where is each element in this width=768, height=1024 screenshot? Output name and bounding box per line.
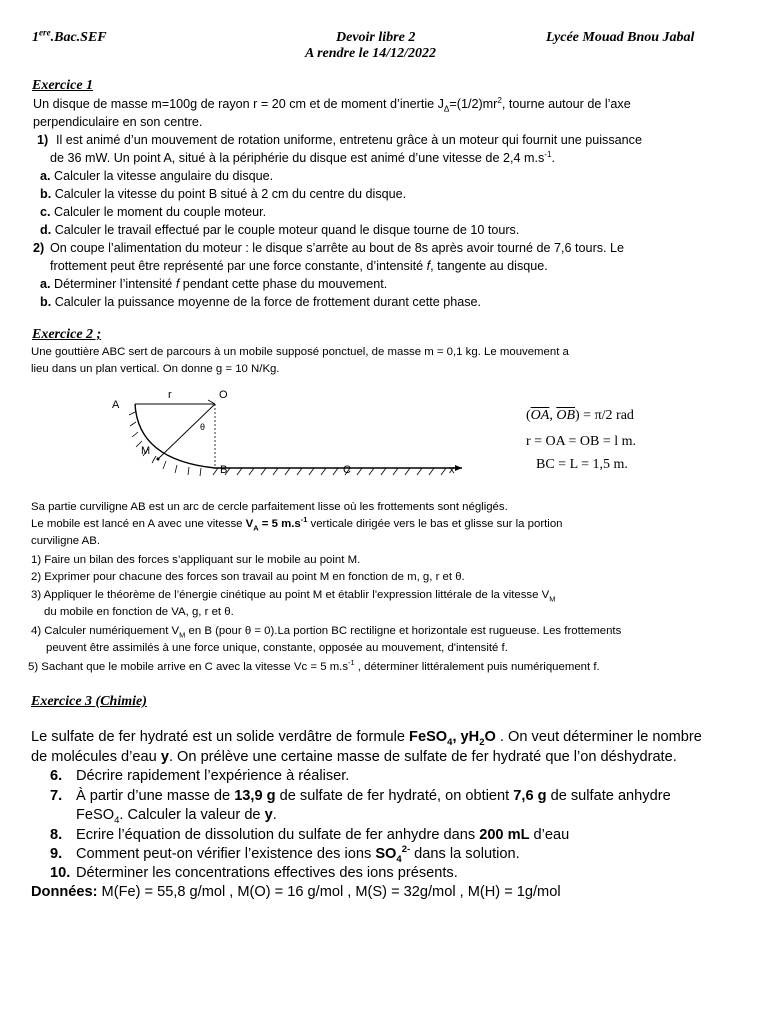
ex1-q1-line1: Il est animé d’un mouvement de rotation uniforme, entretenu grâce à un moteur qui fournit une puissance [56, 133, 642, 147]
ex3-q10: Déterminer les concentrations effectives des ions présents. [76, 865, 458, 881]
ex2-q5: 5) Sachant que le mobile arrive en C avec la vitesse Vc = 5 $m.s^{-1}$ , déterminer littéralement puis numériquement f. [28, 658, 600, 673]
arc-ab [135, 404, 215, 468]
ex1-q2-number: 2) [33, 241, 45, 255]
ex2-q4-line1: 4) Calculer numériquement $V_M$ en B (pour θ = 0).La portion BC rectiligne et horizontale est rugueuse. Les frottements [31, 625, 622, 640]
ex2-intro-line2: lieu dans un plan vertical. On donne g = 10 N/Kg. [31, 363, 280, 375]
ex1-intro-line2: perpendiculaire en son centre. [33, 115, 203, 129]
label-m: M [141, 445, 151, 457]
exercise-2-title: Exercice 2 ; [32, 327, 102, 342]
due-date: A rendre le 14/12/2022 [305, 46, 437, 61]
x-axis-arrow [455, 465, 462, 471]
radius-line-om [158, 404, 215, 459]
ex1-item-b: b. Calculer la vitesse du point B situé à 2 cm du centre du disque. [40, 187, 407, 201]
length-equation: BC = L = 1,5 m. [536, 457, 628, 472]
ex2-intro-line1: Une gouttière ABC sert de parcours à un mobile supposé ponctuel, de masse m = 0,1 kg. Le mouvement a [31, 346, 569, 358]
ex2-q1: 1) Faire un bilan des forces s’appliquant sur le mobile au point M. [31, 554, 361, 566]
label-b: B [220, 464, 228, 476]
ex1-q2-line2: frottement peut être représenté par une force constante, d’intensité f, tangente au disque. [50, 259, 548, 273]
label-theta: θ [200, 422, 206, 432]
ex3-q7-line1: À partir d’une masse de 13,9 g de sulfate de fer hydraté, on obtient 7,6 g de sulfate anhydre [76, 788, 671, 804]
label-x: x [449, 464, 455, 476]
label-o: O [219, 389, 228, 401]
ex3-q8: Ecrire l’équation de dissolution du sulfate de fer anhydre dans 200 mL d’eau [76, 827, 570, 843]
ex1-item-c: c. Calculer le moment du couple moteur. [40, 205, 267, 219]
ex1-q1-number: 1) [37, 133, 49, 147]
label-c: C [343, 464, 351, 476]
exercise-3-title: Exercice 3 (Chimie) [31, 694, 147, 709]
ex2-para1: Sa partie curviligne AB est un arc de cercle parfaitement lisse où les frottements sont négligés. [31, 501, 508, 513]
ex2-para3: curviligne AB. [31, 535, 101, 547]
ex1-q2-line1: On coupe l’alimentation du moteur : le disque s’arrête au bout de 8s après avoir tourné de 7,6 tours. Le [50, 241, 625, 255]
ex1-q2-item-a: a. Déterminer l’intensité f pendant cette phase du mouvement. [40, 277, 388, 291]
ex2-q3-line2: du mobile en fonction de VA, g, r et θ. [44, 606, 234, 618]
ex2-q4-line2: peuvent être assimilés à une force unique, constante, opposée au mouvement, d'intensité f. [46, 642, 508, 654]
point-m [157, 458, 160, 461]
ex3-q6: Décrire rapidement l’expérience à réaliser. [76, 768, 350, 784]
ex2-q2: 2) Exprimer pour chacune des forces son travail au point M en fonction de m, g, r et θ. [31, 571, 465, 583]
ex3-q9-number: 9. [50, 846, 63, 862]
ex1-item-d: d. Calculer le travail effectué par le couple moteur quand le disque tourne de 10 tours. [40, 223, 520, 237]
ex3-q10-number: 10. [50, 865, 71, 881]
ex1-item-a: a. Calculer la vitesse angulaire du disque. [40, 169, 274, 183]
class-label: 1ere.Bac.SEF [32, 27, 107, 45]
ex3-q7-number: 7. [50, 788, 63, 804]
ex1-intro-line1: Un disque de masse m=100g de rayon r = 20 cm et de moment d’inertie $J_\Delta=(1/2)mr^2$, tourne autour de l’axe [33, 95, 631, 114]
angle-equation: ($\overline{OA}$, $\overline{OB}) = \pi/2$ rad [526, 408, 634, 423]
ex3-data: Données: M(Fe) = 55,8 g/mol , M(O) = 16 g/mol , M(S) = 32g/mol , M(H) = 1g/mol [31, 884, 561, 900]
ex2-q3-line1: 3) Appliquer le théorème de l’énergie cinétique au point M et établir l'expression littérale de la vitesse $V_M$ [31, 589, 556, 604]
ex3-q7-line2: FeSO$_4$. Calculer la valeur de y. [76, 807, 277, 826]
ex1-q1-line2: de 36 mW. Un point A, situé à la périphérie du disque est animé d’une vitesse de 2,4 $m.s^{-1}$. [50, 149, 556, 165]
arc-hatching [129, 412, 201, 476]
gutter-figure [100, 382, 480, 487]
ex3-intro-line2: de molécules d’eau y. On prélève une certaine masse de sulfate de fer hydraté que l’on déshydrate. [31, 749, 677, 765]
ex3-q9: Comment peut-on vérifier l’existence des ions $SO_4^{2-}$ dans la solution. [76, 844, 520, 865]
devoir-title: Devoir libre 2 [336, 30, 416, 45]
ex2-para2: Le mobile est lancé en A avec une vitesse $V_A = 5$ $m.s^{-1}$ verticale dirigée vers le bas et glisse sur la portion [31, 515, 563, 533]
floor-hatching [213, 468, 446, 475]
label-r: r [168, 389, 172, 401]
ex3-q8-number: 8. [50, 827, 63, 843]
school-name: Lycée Mouad Bnou Jabal [546, 30, 695, 45]
ex1-q2-item-b: b. Calculer la puissance moyenne de la force de frottement durant cette phase. [40, 295, 482, 309]
radius-equation: r = OA = OB = l m. [526, 434, 637, 449]
ex3-q6-number: 6. [50, 768, 63, 784]
exercise-1-title: Exercice 1 [32, 78, 94, 93]
ex3-intro-line1: Le sulfate de fer hydraté est un solide verdâtre de formule FeSO$_4$, $yH_2O$ . On veut déterminer le nombre [31, 729, 702, 748]
label-a: A [112, 399, 120, 411]
